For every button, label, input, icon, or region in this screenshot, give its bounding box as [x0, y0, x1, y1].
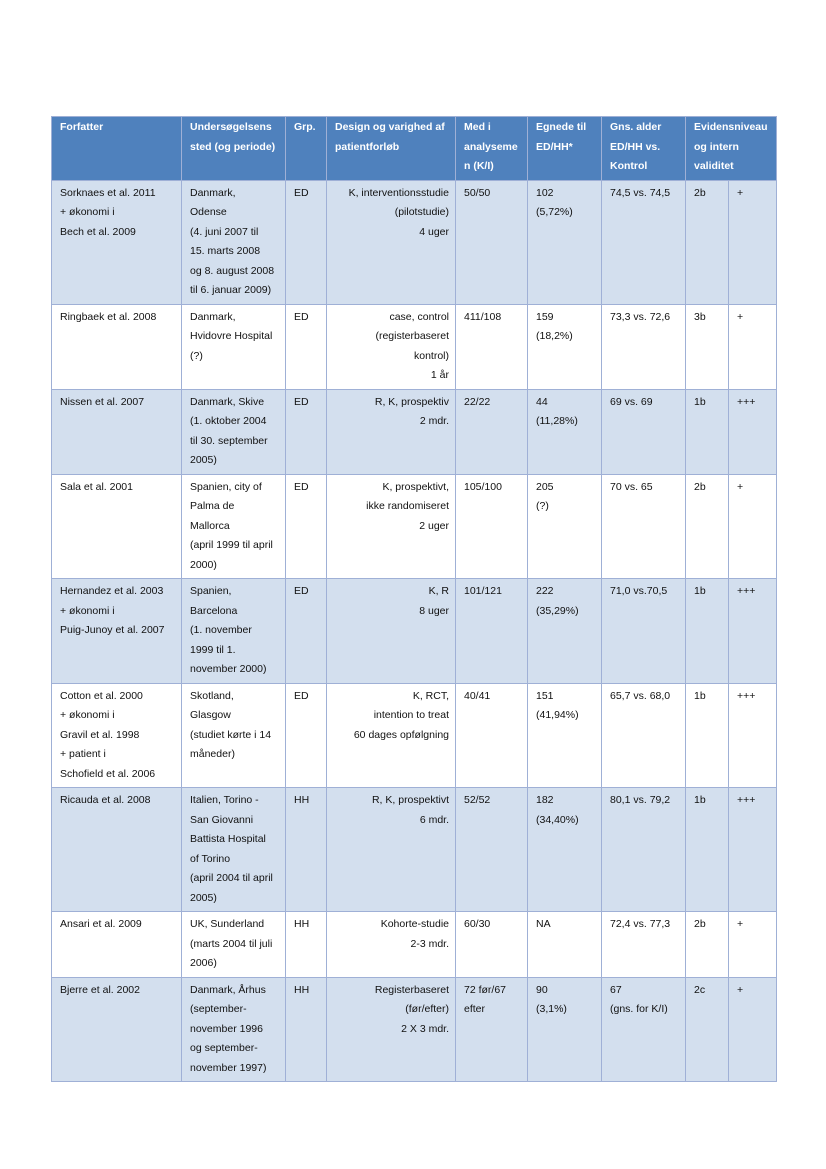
cell-text-line: (?) [536, 500, 549, 512]
cell-text-line: 2 X 3 mdr. [401, 1022, 449, 1035]
analysed-cell [456, 180, 528, 304]
cell-text-line: 60 dages opfølgning [353, 728, 449, 741]
design-cell [327, 683, 456, 788]
cell-text-line: november 1997) [190, 1061, 267, 1074]
header-label-line: Egnede til [536, 121, 587, 133]
cell-text-line: (5,72%) [536, 206, 573, 218]
cell-text-line: Hernandez et al. 2003 [60, 585, 164, 597]
header-eligible [528, 117, 602, 181]
cell-text-line: 3b [694, 310, 706, 323]
cell-text-line: 69 vs. 69 [610, 395, 653, 408]
cell-text-line: San Giovanni [190, 813, 254, 826]
cell-text-line: 1b [694, 585, 706, 597]
header-author [52, 117, 182, 181]
place-cell [182, 474, 286, 579]
cell-text-line: R, K, prospektiv [374, 395, 449, 408]
cell-text-line: (før/efter) [405, 1003, 449, 1015]
cell-text-line: NA [536, 918, 551, 930]
header-design [327, 117, 456, 181]
cell-text-line: Spanien, [190, 585, 232, 597]
cell-text-line: ikke randomiseret [366, 500, 449, 512]
author-cell [52, 180, 182, 304]
group-cell [286, 389, 327, 474]
cell-text-line: Gravil et al. 1998 [60, 728, 140, 741]
eligible-cell [528, 474, 602, 579]
cell-text-line: 71,0 vs.70,5 [610, 585, 668, 597]
cell-text-line: Glasgow [190, 709, 231, 721]
place-cell [182, 788, 286, 912]
cell-text-line: R, K, prospektivt [371, 794, 449, 806]
cell-text-line: Odense [190, 206, 227, 218]
header-label-line: sted (og periode) [190, 140, 276, 153]
header-label-line: Kontrol [610, 160, 648, 172]
cell-text-line: + [737, 310, 744, 323]
validity-cell [729, 977, 777, 1082]
cell-text-line: 2b [694, 186, 706, 199]
cell-text-line: (4. juni 2007 til [190, 225, 259, 238]
validity-cell [729, 788, 777, 912]
cell-text-line: Italien, Torino - [190, 794, 259, 806]
cell-text-line: 6 mdr. [419, 813, 449, 826]
group-cell [286, 788, 327, 912]
cell-text-line: 102 [536, 186, 554, 199]
cell-text-line: 70 vs. 65 [610, 480, 653, 493]
cell-text-line: 2 mdr. [419, 415, 449, 427]
evidence-level-cell [686, 474, 729, 579]
cell-text-line: 1 år [430, 369, 449, 381]
cell-text-line: (?) [190, 349, 203, 362]
cell-text-line: (studiet kørte i 14 [190, 728, 272, 741]
design-cell [327, 474, 456, 579]
evidence-level-cell [686, 788, 729, 912]
header-label-line: n (K/I) [464, 160, 494, 172]
validity-cell [729, 912, 777, 978]
evidence-level-cell [686, 579, 729, 684]
evidence-level-cell [686, 683, 729, 788]
table-row [52, 389, 777, 474]
cell-text-line: ED [294, 310, 309, 323]
cell-text-line: 40/41 [464, 689, 491, 702]
header-place [182, 117, 286, 181]
cell-text-line: Battista Hospital [190, 833, 266, 845]
header-label-line: ED/HH* [536, 140, 573, 153]
cell-text-line: (35,29%) [536, 604, 579, 617]
age-cell [602, 180, 686, 304]
design-cell [327, 180, 456, 304]
cell-text-line: Ansari et al. 2009 [60, 918, 142, 930]
place-cell [182, 977, 286, 1082]
author-cell [52, 683, 182, 788]
cell-text-line: + økonomi i [60, 709, 115, 721]
evidence-level-cell [686, 180, 729, 304]
cell-text-line: Bech et al. 2009 [60, 225, 136, 238]
evidence-table [51, 116, 777, 1082]
header-label-line: validitet [694, 160, 734, 172]
cell-text-line: 222 [536, 585, 554, 597]
cell-text-line: og september- [190, 1042, 258, 1054]
header-label-line: Gns. alder [610, 121, 662, 133]
cell-text-line: 90 [536, 983, 548, 996]
cell-text-line: K, interventionsstudie [348, 186, 449, 199]
group-cell [286, 579, 327, 684]
cell-text-line: (41,94%) [536, 709, 579, 721]
header-age [602, 117, 686, 181]
cell-text-line: Registerbaseret [374, 983, 449, 996]
design-cell [327, 389, 456, 474]
cell-text-line: til 30. september [190, 434, 268, 447]
cell-text-line: 2b [694, 918, 706, 930]
cell-text-line: 1b [694, 395, 706, 408]
cell-text-line: 2c [694, 983, 706, 996]
group-cell [286, 683, 327, 788]
cell-text-line: 2000) [190, 558, 217, 571]
table-row [52, 579, 777, 684]
validity-cell [729, 180, 777, 304]
cell-text-line: case, control [389, 310, 449, 323]
cell-text-line: 73,3 vs. 72,6 [610, 310, 671, 323]
place-cell [182, 180, 286, 304]
group-cell [286, 977, 327, 1082]
cell-text-line: 101/121 [464, 585, 502, 597]
cell-text-line: HH [294, 983, 310, 996]
cell-text-line: Cotton et al. 2000 [60, 689, 143, 702]
author-cell [52, 304, 182, 389]
cell-text-line: Sorknaes et al. 2011 [60, 186, 156, 199]
author-cell [52, 912, 182, 978]
cell-text-line: 8 uger [419, 604, 449, 617]
cell-text-line: + økonomi i [60, 604, 115, 617]
cell-text-line: 2b [694, 480, 706, 493]
cell-text-line: 2005) [190, 891, 217, 904]
cell-text-line: 2005) [190, 454, 217, 466]
cell-text-line: 15. marts 2008 [190, 245, 261, 257]
analysed-cell [456, 912, 528, 978]
analysed-cell [456, 474, 528, 579]
header-evidence [686, 117, 777, 181]
age-cell [602, 912, 686, 978]
eligible-cell [528, 788, 602, 912]
cell-text-line: HH [294, 794, 310, 806]
cell-text-line: 65,7 vs. 68,0 [610, 689, 671, 702]
cell-text-line: (april 1999 til april [190, 539, 273, 551]
age-cell [602, 683, 686, 788]
validity-cell [729, 579, 777, 684]
cell-text-line: ED [294, 395, 309, 408]
cell-text-line: + [737, 918, 744, 930]
cell-text-line: 1999 til 1. [190, 643, 236, 656]
design-cell [327, 788, 456, 912]
cell-text-line: (34,40%) [536, 813, 579, 826]
cell-text-line: Danmark, Århus [190, 983, 266, 996]
cell-text-line: + økonomi i [60, 206, 115, 218]
cell-text-line: efter [464, 1003, 486, 1015]
table-row [52, 683, 777, 788]
cell-text-line: og 8. august 2008 [190, 264, 275, 277]
cell-text-line: 74,5 vs. 74,5 [610, 186, 671, 199]
group-cell [286, 180, 327, 304]
eligible-cell [528, 180, 602, 304]
cell-text-line: + [737, 480, 744, 493]
author-cell [52, 579, 182, 684]
age-cell [602, 788, 686, 912]
analysed-cell [456, 389, 528, 474]
cell-text-line: Nissen et al. 2007 [60, 395, 145, 408]
validity-cell [729, 683, 777, 788]
eligible-cell [528, 977, 602, 1082]
analysed-cell [456, 304, 528, 389]
cell-text-line: Skotland, [190, 689, 234, 702]
design-cell [327, 912, 456, 978]
cell-text-line: +++ [737, 585, 756, 597]
table-row [52, 788, 777, 912]
cell-text-line: 1b [694, 794, 706, 806]
author-cell [52, 977, 182, 1082]
cell-text-line: 52/52 [464, 794, 491, 806]
cell-text-line: + [737, 983, 744, 996]
cell-text-line: + [737, 186, 744, 199]
header-analysed [456, 117, 528, 181]
cell-text-line: 411/108 [464, 310, 502, 323]
cell-text-line: 80,1 vs. 79,2 [610, 794, 671, 806]
table-row [52, 180, 777, 304]
cell-text-line: +++ [737, 689, 756, 702]
validity-cell [729, 304, 777, 389]
cell-text-line: til 6. januar 2009) [190, 284, 272, 296]
group-cell [286, 912, 327, 978]
header-label-line: patientforløb [335, 140, 400, 153]
table-row [52, 304, 777, 389]
analysed-cell [456, 579, 528, 684]
cell-text-line: Ricauda et al. 2008 [60, 794, 151, 806]
analysed-cell [456, 788, 528, 912]
cell-text-line: Ringbaek et al. 2008 [60, 310, 157, 323]
table-row [52, 977, 777, 1082]
cell-text-line: 151 [536, 689, 554, 702]
design-cell [327, 977, 456, 1082]
group-cell [286, 304, 327, 389]
cell-text-line: (april 2004 til april [190, 872, 273, 884]
analysed-cell [456, 977, 528, 1082]
cell-text-line: UK, Sunderland [190, 918, 265, 930]
header-label-line: Undersøgelsens [190, 121, 272, 133]
cell-text-line: (1. oktober 2004 [190, 415, 267, 427]
cell-text-line: 105/100 [464, 480, 502, 493]
cell-text-line: Danmark, [190, 310, 236, 323]
header-label-line: Forfatter [60, 121, 104, 133]
header-group [286, 117, 327, 181]
age-cell [602, 474, 686, 579]
cell-text-line: måneder) [190, 748, 235, 760]
cell-text-line: (gns. for K/I) [610, 1003, 668, 1015]
place-cell [182, 304, 286, 389]
cell-text-line: 67 [610, 983, 622, 996]
cell-text-line: Danmark, Skive [190, 395, 265, 408]
place-cell [182, 579, 286, 684]
cell-text-line: 2 uger [419, 519, 449, 532]
age-cell [602, 977, 686, 1082]
header-label-line: Grp. [294, 121, 316, 133]
analysed-cell [456, 683, 528, 788]
table-row [52, 912, 777, 978]
header-label-line: Design og varighed af [335, 121, 445, 133]
cell-text-line: Kohorte-studie [380, 918, 449, 930]
author-cell [52, 389, 182, 474]
cell-text-line: 182 [536, 794, 554, 806]
cell-text-line: 2-3 mdr. [410, 937, 449, 950]
cell-text-line: +++ [737, 395, 756, 408]
cell-text-line: Schofield et al. 2006 [60, 767, 156, 780]
author-cell [52, 474, 182, 579]
cell-text-line: kontrol) [413, 349, 449, 362]
cell-text-line: Hvidovre Hospital [190, 330, 273, 342]
cell-text-line: 1b [694, 689, 706, 702]
cell-text-line: Puig-Junoy et al. 2007 [60, 624, 165, 636]
cell-text-line: (1. november [190, 624, 252, 636]
cell-text-line: +++ [737, 794, 756, 806]
group-cell [286, 474, 327, 579]
cell-text-line: (18,2%) [536, 330, 573, 342]
age-cell [602, 389, 686, 474]
cell-text-line: 159 [536, 310, 554, 323]
design-cell [327, 304, 456, 389]
cell-text-line: K, R [428, 585, 449, 597]
cell-text-line: K, prospektivt, [382, 480, 449, 493]
cell-text-line: november 1996 [190, 1022, 263, 1035]
table-header-row [52, 117, 777, 181]
validity-cell [729, 474, 777, 579]
place-cell [182, 683, 286, 788]
cell-text-line: 72 før/67 [464, 983, 507, 996]
cell-text-line: 72,4 vs. 77,3 [610, 918, 671, 930]
cell-text-line: 205 [536, 480, 554, 493]
cell-text-line: HH [294, 918, 310, 930]
eligible-cell [528, 389, 602, 474]
cell-text-line: of Torino [190, 852, 231, 865]
design-cell [327, 579, 456, 684]
cell-text-line: + patient i [60, 748, 106, 760]
table-row [52, 474, 777, 579]
eligible-cell [528, 683, 602, 788]
cell-text-line: 2006) [190, 957, 217, 969]
eligible-cell [528, 579, 602, 684]
header-label-line: Evidensniveau [694, 121, 768, 133]
cell-text-line: Sala et al. 2001 [60, 480, 133, 493]
cell-text-line: ED [294, 689, 309, 702]
evidence-level-cell [686, 912, 729, 978]
cell-text-line: intention to treat [373, 709, 449, 721]
eligible-cell [528, 912, 602, 978]
cell-text-line: ED [294, 585, 309, 597]
cell-text-line: Palma de [190, 500, 235, 512]
place-cell [182, 912, 286, 978]
age-cell [602, 579, 686, 684]
cell-text-line: 4 uger [419, 225, 449, 238]
cell-text-line: (3,1%) [536, 1003, 567, 1015]
place-cell [182, 389, 286, 474]
eligible-cell [528, 304, 602, 389]
validity-cell [729, 389, 777, 474]
cell-text-line: (september- [190, 1003, 247, 1015]
header-label-line: og intern [694, 140, 739, 153]
cell-text-line: (registerbaseret [375, 330, 449, 342]
evidence-level-cell [686, 977, 729, 1082]
cell-text-line: Bjerre et al. 2002 [60, 983, 140, 996]
cell-text-line: Danmark, [190, 186, 236, 199]
header-label-line: ED/HH vs. [610, 140, 661, 153]
cell-text-line: (marts 2004 til juli [190, 937, 273, 950]
author-cell [52, 788, 182, 912]
cell-text-line: ED [294, 186, 309, 199]
cell-text-line: 60/30 [464, 918, 491, 930]
cell-text-line: (pilotstudie) [394, 206, 449, 218]
evidence-level-cell [686, 389, 729, 474]
cell-text-line: (11,28%) [536, 415, 578, 427]
cell-text-line: 50/50 [464, 186, 491, 199]
cell-text-line: Barcelona [190, 604, 238, 617]
cell-text-line: 22/22 [464, 395, 491, 408]
cell-text-line: Mallorca [190, 519, 230, 532]
cell-text-line: Spanien, city of [190, 480, 262, 493]
cell-text-line: november 2000) [190, 663, 267, 675]
cell-text-line: ED [294, 480, 309, 493]
evidence-level-cell [686, 304, 729, 389]
header-label-line: analyseme [464, 140, 518, 153]
age-cell [602, 304, 686, 389]
header-label-line: Med i [464, 121, 491, 133]
cell-text-line: 44 [536, 395, 548, 408]
cell-text-line: K, RCT, [412, 689, 449, 702]
